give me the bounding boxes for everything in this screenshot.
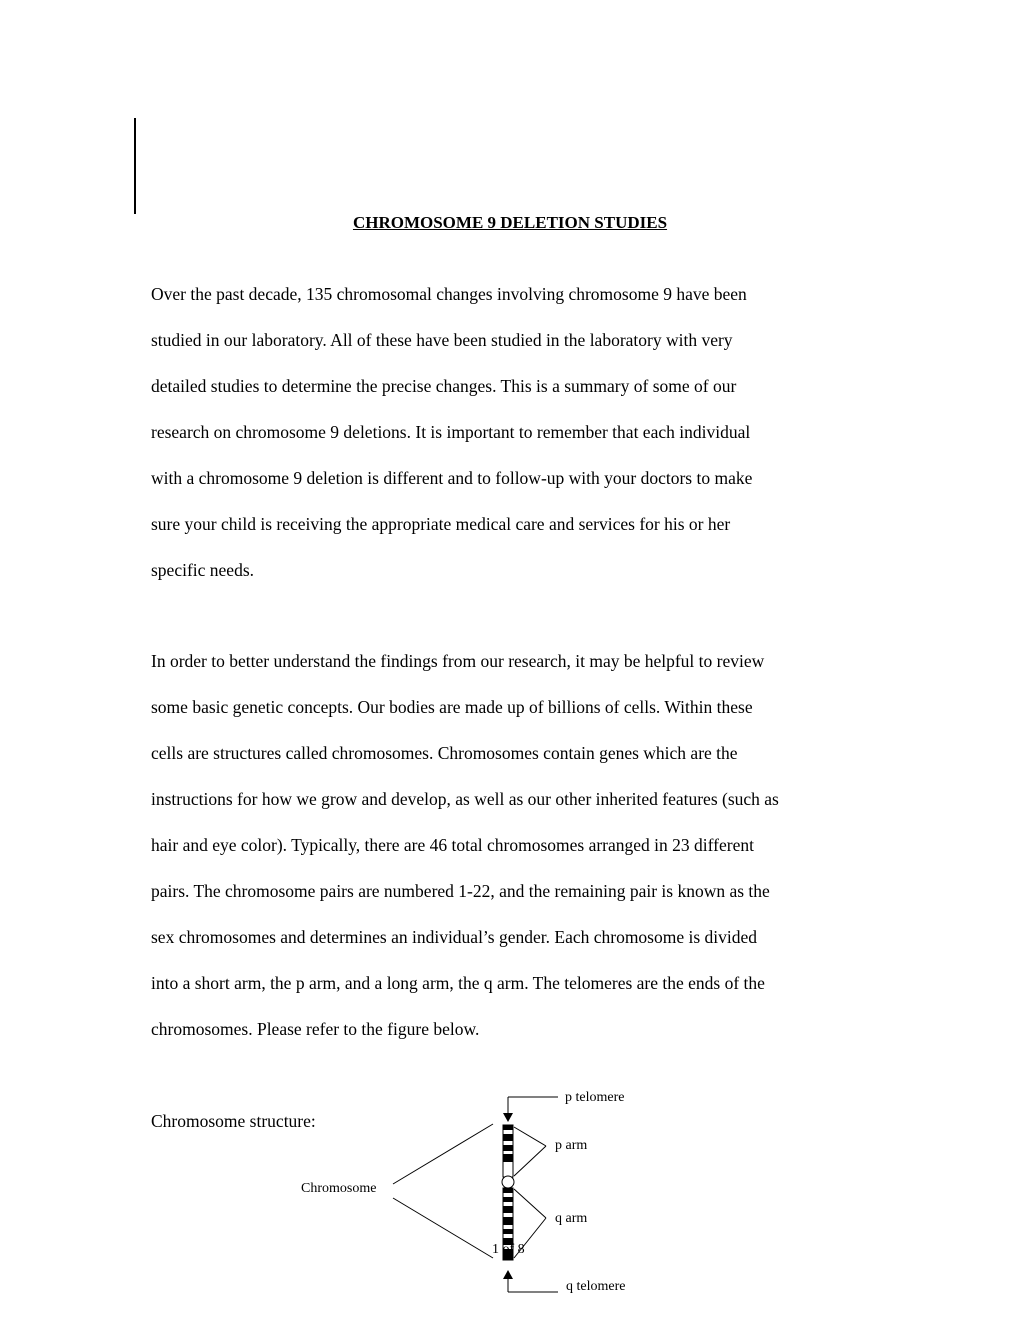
chromosome-band <box>503 1206 513 1213</box>
chromosome-band <box>503 1145 513 1151</box>
chromosome-band <box>503 1154 513 1162</box>
paragraph-line: In order to better understand the findings from our research, it may be helpful to review <box>151 651 765 671</box>
paragraph-line: pairs. The chromosome pairs are numbered 1-22, and the remaining pair is known as the <box>151 881 770 901</box>
chromosome-pointer-line <box>393 1124 493 1184</box>
paragraph-line: instructions for how we grow and develop, as well as our other inherited features (such as <box>151 789 779 809</box>
label-q-telomere: q telomere <box>566 1279 626 1294</box>
label-p-arm: p arm <box>555 1138 588 1153</box>
paragraph-line: research on chromosome 9 deletions. It is important to remember that each individual <box>151 422 751 442</box>
figure-caption: Chromosome structure: <box>151 1111 316 1131</box>
chromosome-band <box>503 1125 513 1130</box>
paragraph-line: sex chromosomes and determines an individual’s gender. Each chromosome is divided <box>151 927 758 947</box>
label-q-arm: q arm <box>555 1211 588 1226</box>
paragraph-line: detailed studies to determine the precise changes. This is a summary of some of our <box>151 376 737 396</box>
paragraph-line: with a chromosome 9 deletion is different and to follow-up with your doctors to make <box>151 468 753 488</box>
chromosome-band <box>503 1197 513 1202</box>
centromere <box>502 1176 514 1188</box>
p-arm-bracket-line <box>514 1127 546 1146</box>
paragraph-line: some basic genetic concepts. Our bodies are made up of billions of cells. Within these <box>151 697 753 717</box>
paragraph-line: studied in our laboratory. All of these have been studied in the laboratory with very <box>151 330 733 350</box>
paragraph-line: Over the past decade, 135 chromosomal changes involving chromosome 9 have been <box>151 284 747 304</box>
p-telomere-arrow-head <box>503 1113 513 1122</box>
chromosome-band <box>503 1134 513 1141</box>
paragraph-line: into a short arm, the p arm, and a long arm, the q arm. The telomeres are the ends of the <box>151 973 765 993</box>
paragraph-line: cells are structures called chromosomes. Chromosomes contain genes which are the <box>151 743 738 763</box>
page-number: 1 of 8 <box>492 1242 525 1257</box>
paragraph-line: specific needs. <box>151 560 255 580</box>
paragraph-line: chromosomes. Please refer to the figure below. <box>151 1019 480 1039</box>
paragraph-line: hair and eye color). Typically, there are 46 total chromosomes arranged in 23 different <box>151 835 754 855</box>
document-title: CHROMOSOME 9 DELETION STUDIES <box>352 213 668 232</box>
chromosome-pointer-line <box>393 1198 493 1258</box>
label-chromosome: Chromosome <box>301 1181 377 1196</box>
p-arm-bracket-line <box>514 1146 546 1176</box>
label-p-telomere: p telomere <box>565 1090 625 1105</box>
q-arm-bracket-line <box>514 1189 546 1218</box>
chromosome-band <box>503 1188 513 1193</box>
q-telomere-arrow-head <box>503 1270 513 1279</box>
chromosome-band <box>503 1217 513 1225</box>
chromosome-band <box>503 1229 513 1234</box>
paragraph-line: sure your child is receiving the appropriate medical care and services for his or her <box>151 514 731 534</box>
